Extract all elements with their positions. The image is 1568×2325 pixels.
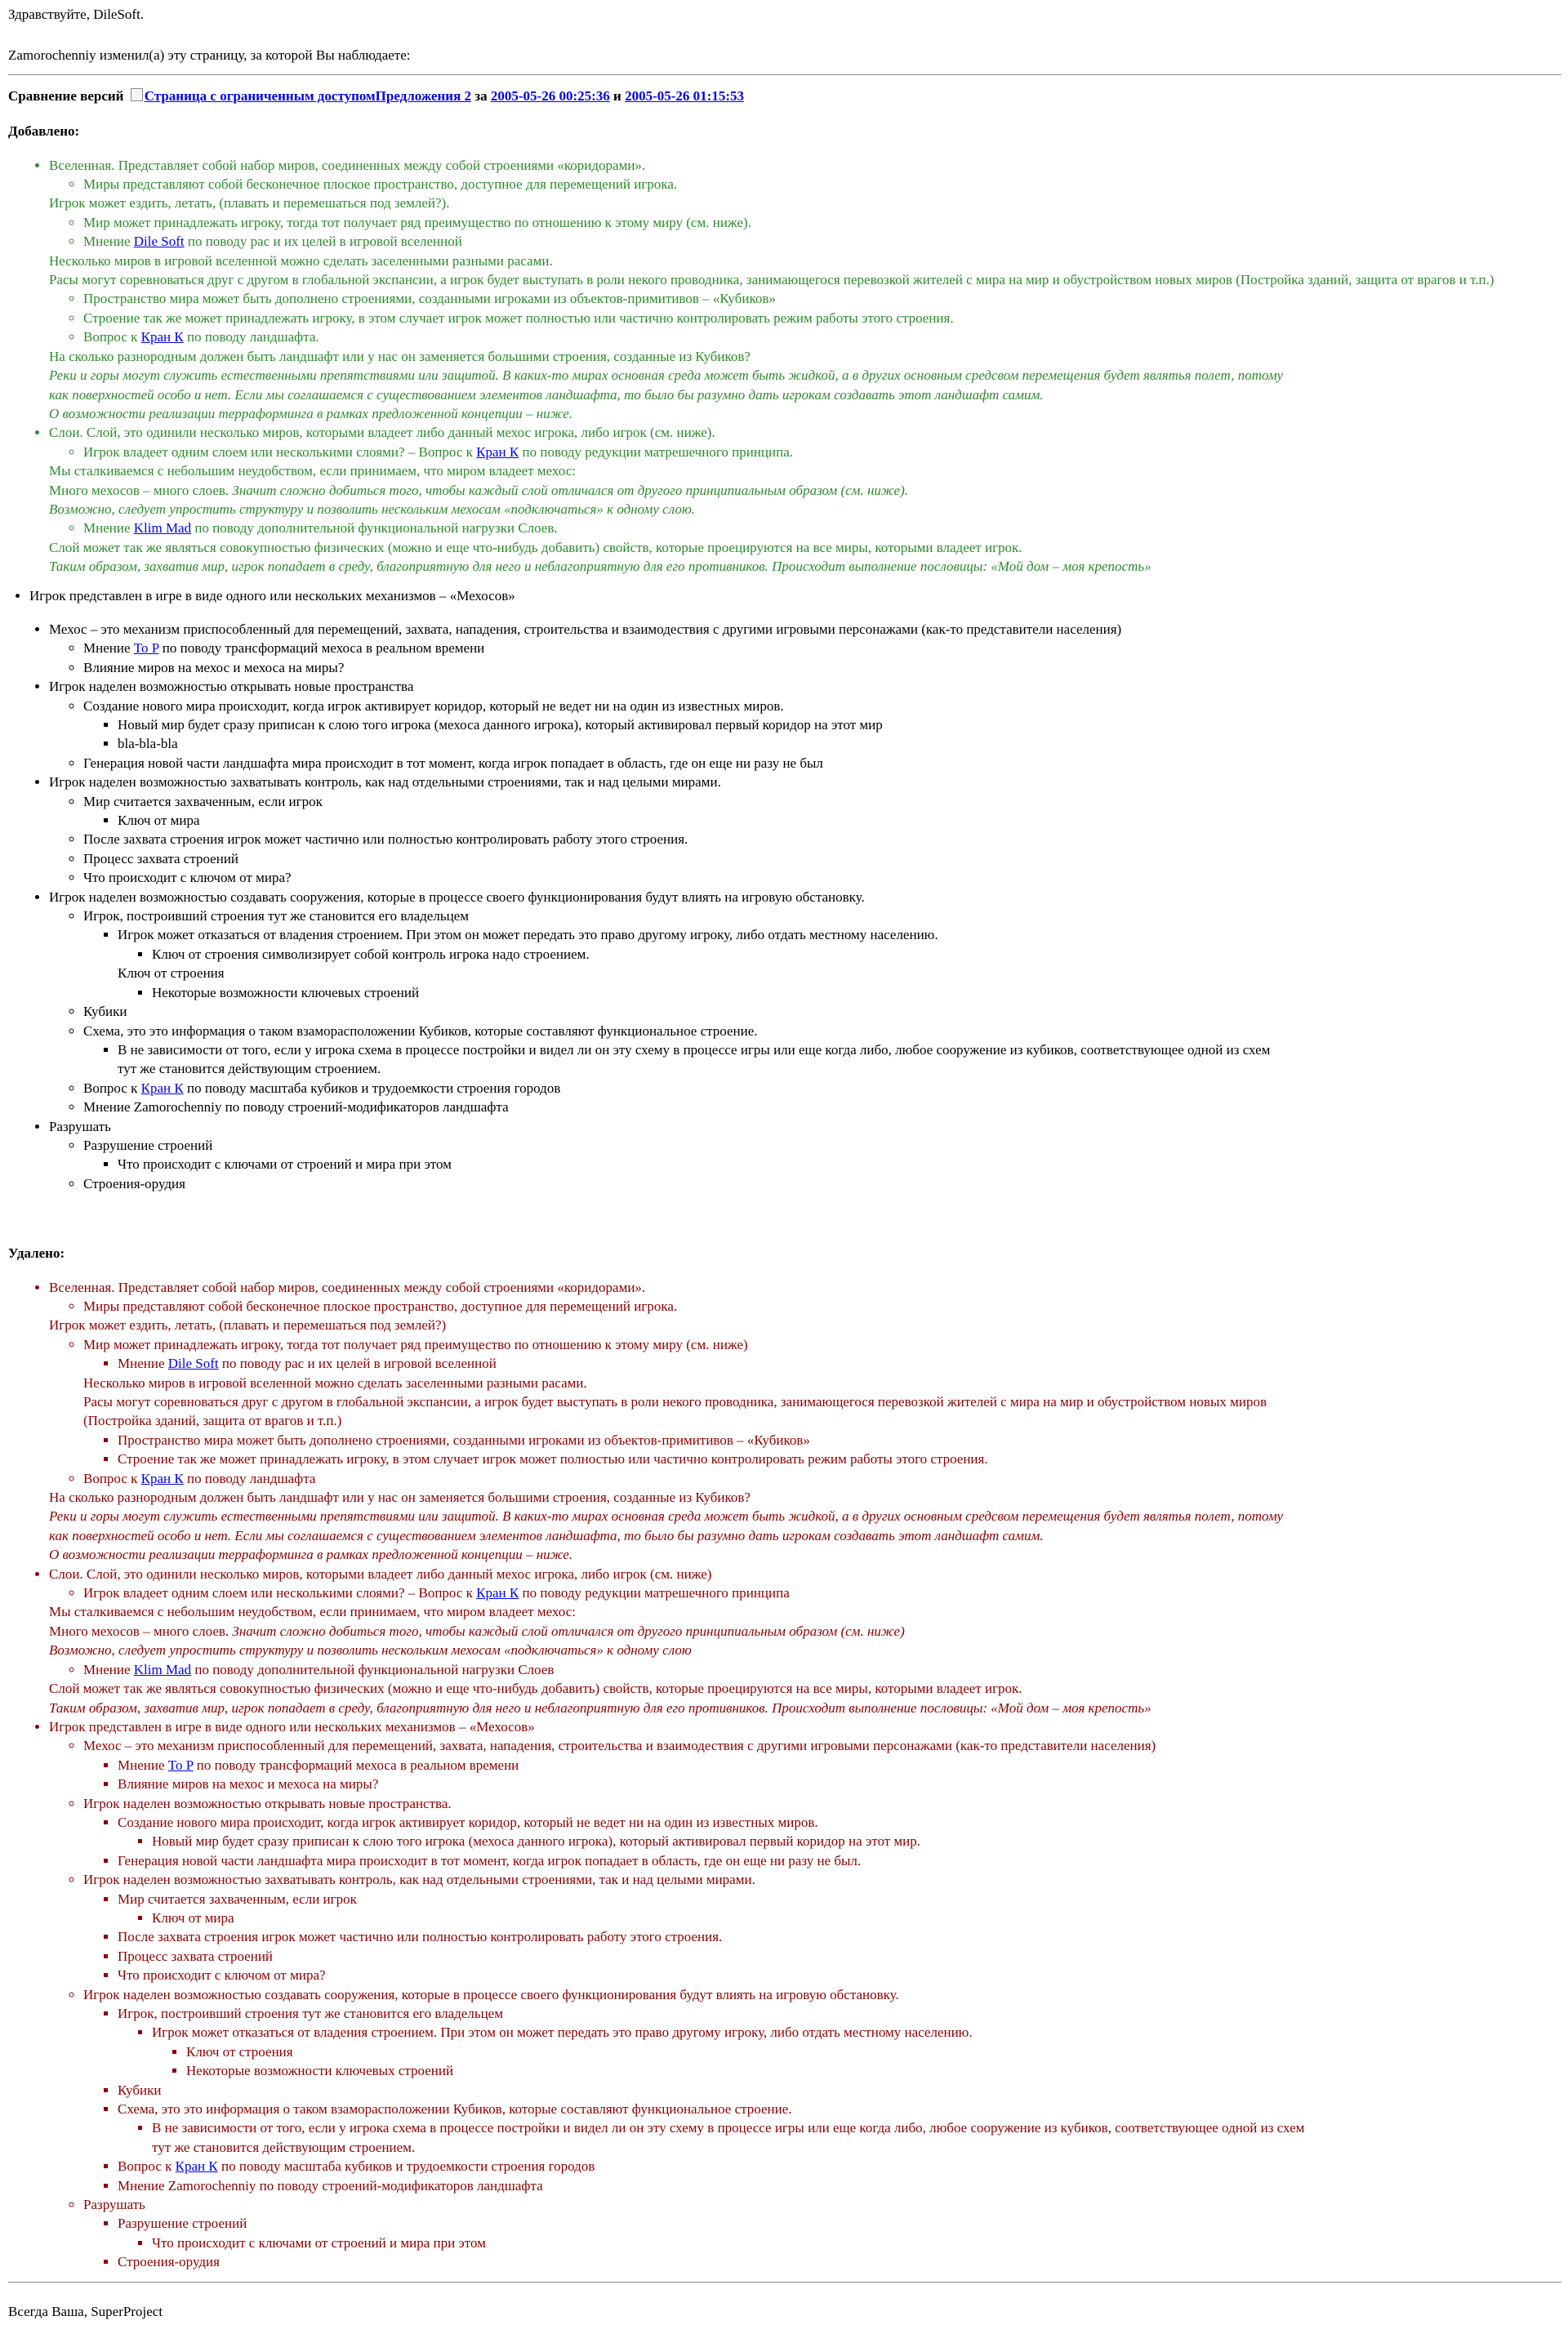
klim-mad-link[interactable]: Klim Mad (133, 1661, 192, 1677)
list-item: ▪ bla-bla-bla (118, 734, 1561, 753)
many-mechos-text: Много мехосов – много слоев. (49, 482, 229, 498)
list-item (49, 1717, 1561, 2272)
kran-k-link[interactable]: Кран К (175, 2158, 218, 2175)
removed-player-move: Игрок может ездить, летать, (плавать и перемешаться под землей?) (49, 1317, 447, 1334)
list-item: • Игрок представлен в игре в виде одного или нескольких механизмов – «Мехосов» (29, 586, 1561, 605)
list-item (83, 1794, 1561, 1871)
list-item: ▪ Что происходит с ключами от строений и мира при этом (118, 1155, 1561, 1174)
list-item (118, 1756, 1561, 1775)
list-item (49, 677, 1561, 773)
scheme-detail-2: тут же становится действующим строением. (118, 1061, 381, 1077)
removed-capture-ability: Игрок наделен возможностью захватывать контроль, как над отдельными строениями, так и над целыми мирами. (83, 1872, 755, 1888)
list-item (118, 925, 1561, 1002)
added-many-mechos (49, 481, 1561, 500)
list-item: ◦ Кубики (83, 1002, 1561, 1021)
removed-world-captured: Мир считается захваченным, если игрок (118, 1891, 357, 1907)
opinion-label: Мнение (83, 1661, 131, 1677)
added-player-move: Игрок может ездить, летать, (плавать и перемешаться под землей?). (49, 195, 450, 212)
context-list (8, 620, 1561, 1193)
removed-destroy: Разрушать (83, 2197, 145, 2213)
added-terraforming: О возможности реализации терраформинга в рамках предложенной концепции – ниже. (49, 405, 573, 421)
opinion-label: Мнение (83, 234, 131, 250)
kran-k-link[interactable]: Кран К (140, 1080, 184, 1096)
top-divider (8, 74, 1561, 75)
kran-k-link[interactable]: Кран К (140, 1470, 184, 1486)
list-item (83, 1022, 1561, 1079)
build-ability: Игрок наделен возможностью создавать сооружения, которые в процессе своего функционирования будут влиять на игровую обстановку. (49, 889, 865, 905)
removed-terraforming: О возможности реализации терраформинга в рамках предложенной концепции – ниже. (49, 1547, 573, 1563)
removed-inconvenience: Мы сталкиваемся с небольшим неудобством, если принимаем, что миром владеет мехос: (49, 1604, 576, 1620)
many-mechos-em: Значит сложно добиться того, чтобы каждый слой отличался от другого принципиальным образом (см. ниже). (232, 482, 908, 498)
removed-new-world: Создание нового мира происходит, когда игрок активирует коридор, который не ведет ни на один из известных миров. (118, 1814, 818, 1830)
question-text: по поводу ландшафта. (187, 329, 319, 345)
list-item: ◦ Мир может принадлежать игроку, тогда тот получает ряд преимущество по отношению к этому миру (см. ниже). (83, 213, 1561, 232)
list-item: ◦ Что происходит с ключом от мира? (83, 868, 1561, 887)
dile-soft-link[interactable]: Dile Soft (133, 234, 185, 250)
list-item: ▪ Строения-орудия (118, 2252, 1561, 2271)
list-item: ◦ Процесс захвата строений (83, 849, 1561, 868)
restricted-page-image[interactable] (131, 87, 376, 105)
kran-k-link[interactable]: Кран К (476, 1585, 519, 1601)
list-item (49, 1278, 1561, 1565)
list-item (83, 792, 1561, 831)
layers-question-post: по поводу редукции матрешечного принципа (522, 1585, 790, 1601)
question-label: Вопрос к (83, 1080, 138, 1096)
list-item (83, 1736, 1561, 1793)
list-item (152, 2118, 1561, 2157)
list-item (49, 1117, 1561, 1194)
added-universe: Вселенная. Представляет собой набор миров, соединенных между собой строениями «коридорами». (49, 157, 646, 173)
greeting: Здравствуйте, DileSoft. (8, 7, 145, 22)
question-label: Вопрос к (118, 2158, 172, 2175)
builder-owner: Игрок, построивший строения тут же становится его владельцем (83, 908, 469, 924)
list-item (118, 2100, 1561, 2157)
list-item: ▪ Что происходит с ключом от мира? (118, 1966, 1561, 1984)
to-p-link[interactable]: To P (133, 640, 159, 657)
list-item: ◦ Влияние миров на мехос и мехоса на миры? (83, 658, 1561, 677)
list-item: ▪ Ключ от строения символизирует собой контроль игрока надо строением. (152, 945, 1561, 964)
removed-landscape-diverse: На сколько разнородным должен быть ландшафт или у нас он заменяется большими строения, созданные из Кубиков? (49, 1490, 751, 1506)
list-item (49, 620, 1561, 677)
added-races-compete: Расы могут соревноваться друг с другом в глобальной экспансии, а игрок будет выступать в роли некого проводника, занимающегося перевозкой жителей с мира на мир и обустройством новых миров (Постройка зданий, защита от врагов и т.п.) (49, 272, 1494, 288)
removed-layer-props: Слой может так же являться совокупностью физических (можно и еще что-нибудь добавить) свойств, которые проецируются на все миры, которыми владеет игрок. (49, 1681, 1022, 1697)
removed-races-compete-2: (Постройка зданий, защита от врагов и т.п.) (83, 1413, 342, 1429)
klim-mad-link[interactable]: Klim Mad (133, 520, 192, 537)
scheme-detail-1: ▪ В не зависимости от того, если у игрока схема в процессе постройки и видел ли он эту схему в процессе игры или еще когда либо, любое сооружение из кубиков, соответствующее одной из схем (118, 1041, 1271, 1058)
mechos-definition: Мехос – это механизм приспособленный для перемещений, захвата, нападения, строительства и взаимодествия с другими игровыми персонажами (как-то представители населения) (49, 621, 1122, 637)
page-link[interactable]: Предложения 2 (375, 87, 472, 104)
question-label: Вопрос к (83, 1470, 138, 1486)
opinion-label: Мнение (118, 1356, 165, 1372)
added-rivers-2: как поверхностей особо и нет. Если мы соглашаемся с существованием элементов ландшафта, то было бы разумно дать игрокам создавать этот ландшафт самим. (49, 386, 1044, 403)
question-text: по поводу масштаба кубиков и трудоемкости строения городов (187, 1080, 561, 1096)
many-mechos-em: Значит сложно добиться того, чтобы каждый слой отличался от другого принципиальным образом (см. ниже) (232, 1623, 905, 1639)
removed-mechos-def: Мехос – это механизм приспособленный для перемещений, захвата, нападения, строительства и взаимодествия с другими игровыми персонажами (как-то представители населения) (83, 1738, 1156, 1754)
removed-may-refuse: Игрок может отказаться от владения строением. При этом он может передать это право другому игроку, либо отдать местному населению. (152, 2024, 973, 2041)
to-date-link[interactable]: 2005-05-26 01:15:53 (625, 87, 744, 104)
added-inconvenience: Мы сталкиваемся с небольшим неудобством, если принимаем, что миром владеет мехос: (49, 463, 576, 479)
added-simplify: Возможно, следует упростить структуру и позволить нескольким мехосам «подключаться» к одному слою. (49, 501, 696, 517)
open-spaces: Игрок наделен возможностью открывать новые пространства (49, 679, 414, 695)
list-item (118, 1354, 1561, 1373)
list-item (83, 1469, 1561, 1488)
removed-rivers-2: как поверхностей особо и нет. Если мы соглашаемся с существованием элементов ландшафта, то было бы разумно дать игрокам создавать этот ландшафт самим. (49, 1527, 1044, 1543)
restricted-page-alt: Страница с ограниченным доступом (144, 87, 376, 104)
list-item: ▪ Новый мир будет сразу приписан к слою того игрока (мехоса данного игрока), который активировал первый коридор на этот мир (118, 715, 1561, 734)
list-item: ▪ Новый мир будет сразу приписан к слою того игрока (мехоса данного игрока), который активировал первый коридор на этот мир. (152, 1832, 1561, 1851)
removed-world-owner: Мир может принадлежать игроку, тогда тот получает ряд преимущество по отношению к этому миру (см. ниже) (83, 1336, 748, 1352)
new-world: Создание нового мира происходит, когда игрок активирует коридор, который не ведет ни на один из известных миров. (83, 697, 784, 714)
section-spacer (8, 1203, 1561, 1226)
footer-gap (8, 2294, 1561, 2302)
compare-between: за (474, 87, 488, 104)
removed-races-several: Несколько миров в игровой вселенной можно сделать заселенными разными расами. (83, 1374, 587, 1391)
added-rivers-1: Реки и горы могут служить естественными препятствиями или защитой. В каких-то мирах основная среда может быть жидкой, а в других основным средсвом перемещения будет являтья полет, потому (49, 367, 1284, 384)
removed-universe: Вселенная. Представляет собой набор миров, соединенных между собой строениями «коридорами». (49, 1279, 646, 1295)
removed-heading: Удалено: (8, 1245, 65, 1262)
compare-header (8, 87, 1561, 105)
list-item (83, 1079, 1561, 1098)
list-item (118, 1040, 1561, 1079)
capture-ability: Игрок наделен возможностью захватывать контроль, как над отдельными строениями, так и над целыми мирами. (49, 774, 721, 791)
scheme-detail-1: ▪ В не зависимости от того, если у игрока схема в процессе постройки и видел ли он эту схему в процессе игры или еще когда либо, любое сооружение из кубиков, соответствующее одной из схем (152, 2120, 1305, 2136)
added-heading: Добавлено: (8, 123, 80, 140)
added-races-several: Несколько миров в игровой вселенной можно сделать заселенными разными расами. (49, 252, 553, 269)
removed-build-ability: Игрок наделен возможностью создавать сооружения, которые в процессе своего функционирования будут влиять на игровую обстановку. (83, 1986, 899, 2002)
compare-label: Сравнение версий (8, 87, 124, 104)
removed-list (8, 1278, 1561, 2272)
list-item (83, 2195, 1561, 2272)
many-mechos-text: Много мехосов – много слоев. (49, 1623, 229, 1639)
list-item (118, 2157, 1561, 2176)
list-item: ▪ Некоторые возможности ключевых строений (186, 2061, 1561, 2080)
list-item (49, 156, 1561, 424)
list-item (118, 1813, 1561, 1851)
removed-races-compete-1: Расы могут соревноваться друг с другом в глобальной экспансии, а игрок будет выступать в роли некого проводника, занимающегося перевозкой жителей с мира на мир и обустройством новых миров (83, 1394, 1267, 1410)
context-intro-list (8, 586, 1561, 605)
list-item (83, 327, 1561, 346)
list-item: ▪ Ключ от мира (152, 1909, 1561, 1927)
list-item: ◦ Миры представляют собой бесконечное плоское пространство, доступное для перемещений игрока. (83, 1297, 1561, 1316)
list-item (49, 423, 1561, 576)
added-layers: Слои. Слой, это одинили несколько миров, которыми владеет либо данный мехос игрока, либо игрок (см. ниже). (49, 425, 715, 441)
list-item: ▪ Строение так же может принадлежать игроку, в этом случает игрок может полностью или частично контролировать режим работы этого строения. (118, 1450, 1561, 1468)
scheme: Схема, это это информация о таком взаморасположении Кубиков, которые составляют функциональное строение. (83, 1022, 758, 1039)
list-item (83, 1660, 1561, 1679)
list-item: ◦ Генерация новой части ландшафта мира происходит в тот момент, когда игрок попадает в область, где он еще ни разу не был (83, 754, 1561, 773)
list-item: ▪ Пространство мира может быть дополнено строениями, созданными игроками из объектов-примитивов – «Кубиков» (118, 1431, 1561, 1450)
compare-and: и (613, 87, 621, 104)
list-item: ▪ Влияние миров на мехос и мехоса на миры? (118, 1775, 1561, 1793)
added-capture: Таким образом, захватив мир, игрок попадает в среду, благоприятную для него и неблагоприятную для его противников. Происходит выполнение пословицы: «Мой дом – моя крепость» (49, 559, 1152, 575)
world-captured: Мир считается захваченным, если игрок (83, 793, 323, 809)
removed-many-mechos (49, 1622, 1561, 1641)
list-item (49, 773, 1561, 887)
removed-destruction: Разрушение строений (118, 2216, 247, 2232)
may-refuse: Игрок может отказаться от владения строением. При этом он может передать это право другому игроку, либо отдать местному населению. (118, 927, 938, 943)
broken-image-icon (131, 88, 143, 101)
list-item (118, 2004, 1561, 2081)
removed-rivers-1: Реки и горы могут служить естественными препятствиями или защитой. В каких-то мирах основная среда может быть жидкой, а в других основным средсвом перемещения будет являтья полет, потому (49, 1508, 1284, 1525)
list-item: ▪ Процесс захвата строений (118, 1947, 1561, 1966)
kran-k-link[interactable]: Кран К (476, 443, 519, 460)
list-item (49, 1565, 1561, 1717)
bottom-divider (8, 2282, 1561, 2283)
list-item: ◦ Строения-орудия (83, 1174, 1561, 1193)
list-item (83, 443, 1561, 461)
to-p-link[interactable]: To P (167, 1757, 194, 1773)
removed-simplify: Возможно, следует упростить структуру и позволить нескольким мехосам «подключаться» к одному слою (49, 1642, 692, 1659)
kran-k-link[interactable]: Кран К (140, 329, 184, 345)
opinion-text: по поводу трансформаций мехоса в реальном времени (162, 640, 485, 657)
list-item (83, 639, 1561, 657)
opinion-text: по поводу рас и их целей в игровой вселенной (187, 234, 462, 250)
destruction: Разрушение строений (83, 1137, 213, 1153)
list-item: ▪ Генерация новой части ландшафта мира происходит в тот момент, когда игрок попадает в область, где он еще ни разу не был. (118, 1851, 1561, 1870)
from-date-link[interactable]: 2005-05-26 00:25:36 (490, 87, 610, 104)
opinion-label: Мнение (83, 640, 131, 657)
list-item (83, 906, 1561, 1002)
removed-layers: Слои. Слой, это одинили несколько миров, которыми владеет либо данный мехос игрока, либо игрок (см. ниже) (49, 1566, 712, 1582)
question-label: Вопрос к (83, 329, 138, 345)
list-item (83, 1136, 1561, 1174)
list-item: ▪ Кубики (118, 2081, 1561, 2100)
added-list (8, 156, 1561, 577)
list-item (83, 232, 1561, 251)
added-landscape-diverse: На сколько разнородным должен быть ландшафт или у нас он заменяется большими строения, созданные из Кубиков? (49, 348, 751, 364)
list-item (83, 519, 1561, 537)
list-item (83, 1583, 1561, 1602)
layers-question-post: по поводу редукции матрешечного принципа. (522, 443, 794, 460)
list-item (152, 2023, 1561, 2080)
list-item (118, 1890, 1561, 1928)
removed-scheme: Схема, это это информация о таком взаморасположении Кубиков, которые составляют функциональное строение. (118, 2101, 792, 2118)
structure-key: Ключ от строения (118, 965, 225, 982)
list-item (83, 1335, 1561, 1469)
list-item (83, 697, 1561, 754)
list-item: ◦ Мнение Zamorochenniy по поводу строений-модификаторов ландшафта (83, 1098, 1561, 1116)
list-item: ▪ Ключ от мира (118, 811, 1561, 830)
opinion-text: по поводу дополнительной функциональной нагрузки Слоев (194, 1661, 555, 1677)
list-item: ◦ Строение так же может принадлежать игроку, в этом случает игрок может полностью или частично контролировать режим работы этого строения. (83, 309, 1561, 327)
dile-soft-link[interactable]: Dile Soft (167, 1356, 219, 1372)
opinion-label: Мнение (83, 520, 131, 537)
list-item (49, 888, 1561, 1117)
change-notice: Zamorochenniy изменил(а) эту страницу, за которой Вы наблюдаете: (8, 47, 411, 64)
layers-question: Игрок владеет одним слоем или несколькими слоями? – Вопрос к (83, 443, 473, 460)
scheme-detail-2: тут же становится действующим строением. (152, 2139, 416, 2155)
layers-question: Игрок владеет одним слоем или несколькими слоями? – Вопрос к (83, 1585, 473, 1601)
list-item (83, 1870, 1561, 1984)
list-item: ▪ Мнение Zamorochenniy по поводу строений-модификаторов ландшафта (118, 2176, 1561, 2195)
destroy: Разрушать (49, 1118, 111, 1134)
list-item (83, 1985, 1561, 2195)
question-text: по поводу масштаба кубиков и трудоемкости строения городов (221, 2158, 595, 2175)
list-item: ◦ Пространство мира может быть дополнено строениями, созданными игроками из объектов-примитивов – «Кубиков» (83, 289, 1561, 308)
opinion-text: по поводу трансформаций мехоса в реальном времени (196, 1757, 519, 1773)
removed-mechos-intro: Игрок представлен в игре в виде одного или нескольких механизмов – «Мехосов» (49, 1718, 535, 1735)
removed-builder-owner: Игрок, построивший строения тут же становится его владельцем (118, 2006, 503, 2021)
list-item: ▪ Что происходит с ключами от строений и мира при этом (152, 2234, 1561, 2252)
added-layer-props: Слой может так же являться совокупностью физических (можно и еще что-нибудь добавить) свойств, которые проецируются на все миры, которыми владеет игрок. (49, 539, 1022, 555)
list-item (118, 2214, 1561, 2252)
list-item: ▪ Ключ от строения (186, 2042, 1561, 2061)
removed-capture: Таким образом, захватив мир, игрок попадает в среду, благоприятную для него и неблагоприятную для его противников. Происходит выполнение пословицы: «Мой дом – моя крепость» (49, 1699, 1152, 1716)
opinion-text: по поводу дополнительной функциональной нагрузки Слоев. (194, 520, 558, 537)
question-text: по поводу ландшафта (187, 1470, 316, 1486)
list-item: ▪ После захвата строения игрок может частично или полностью контролировать работу этого строения. (118, 1927, 1561, 1946)
opinion-label: Мнение (118, 1757, 165, 1773)
removed-open-spaces: Игрок наделен возможностью открывать новые пространства. (83, 1795, 452, 1811)
list-item: ◦ После захвата строения игрок может частично или полностью контролировать работу этого строения. (83, 830, 1561, 848)
opinion-text: по поводу рас и их целей в игровой вселенной (221, 1356, 497, 1372)
list-item: ◦ Миры представляют собой бесконечное плоское пространство, доступное для перемещений игрока. (83, 175, 1561, 194)
signoff: Всегда Ваша, SuperProject (8, 2303, 163, 2319)
list-item: ▪ Некоторые возможности ключевых строений (152, 983, 1561, 1002)
